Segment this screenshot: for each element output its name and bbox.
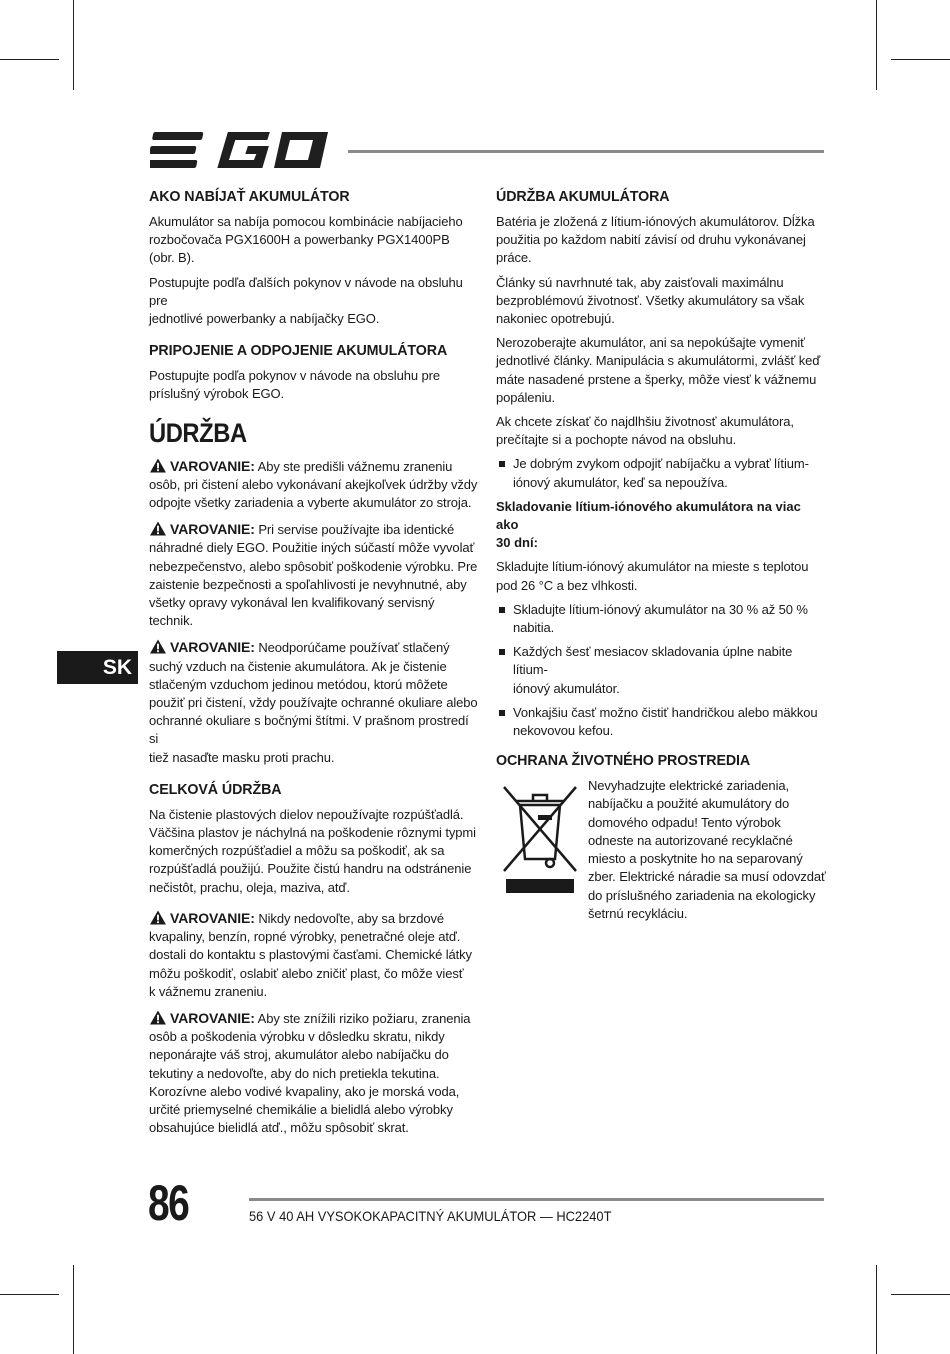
- list-item: Každých šesť mesiacov skladovania úplne nabite lítium- iónový akumulátor.: [496, 643, 826, 698]
- environment-text: Nevyhadzujte elektrické zariadenia, nabíjačku a použité akumulátory do domového odpadu! Tento výrobok odneste na autorizované recyklačné miesto a poskytnite ho na separovaný zber. Elektrické náradie sa musí odovzdať do príslušného zariadenia na ekologicky šetrnú recykláciu.: [588, 778, 826, 921]
- warning-icon: [149, 910, 167, 925]
- section-title-attach-detach: PRIPOJENIE A ODPOJENIE AKUMULÁTORA: [149, 342, 448, 360]
- crop-mark: [73, 0, 74, 90]
- header-rule: [348, 150, 824, 153]
- bullet-square-icon: [499, 607, 505, 613]
- warning-icon: [149, 639, 167, 654]
- crop-mark: [876, 0, 877, 90]
- list-item: Vonkajšiu časť možno čistiť handričkou alebo mäkkou nekovovou kefou.: [496, 704, 826, 740]
- right-column: [496, 188, 826, 927]
- warning-label: VAROVANIE:: [170, 457, 255, 474]
- warning-label: VAROVANIE:: [170, 639, 255, 656]
- crop-mark: [876, 1265, 877, 1354]
- warning-icon: [149, 521, 167, 536]
- bullet-square-icon: [499, 461, 505, 467]
- paragraph: Batéria je zložená z lítium-iónových akumulátorov. Dĺžka použitia po každom nabití závisí od druhu vykonávanej práce.: [496, 214, 815, 266]
- warning-icon: [149, 458, 167, 473]
- crop-mark: [891, 59, 950, 60]
- crop-mark: [0, 1294, 59, 1295]
- warning-block: [149, 909, 479, 1001]
- crop-mark: [0, 59, 59, 60]
- section-title-charging: AKO NABÍJAŤ AKUMULÁTOR: [149, 188, 350, 205]
- left-column: [149, 188, 479, 1145]
- crossed-out-wheelie-bin-icon: [500, 783, 580, 893]
- warning-icon: [149, 1010, 167, 1025]
- paragraph: Skladujte lítium-iónový akumulátor na mieste s teplotou pod 26 °C a bez vlhkosti.: [496, 559, 809, 593]
- paragraph: Ak chcete získať čo najdlhšiu životnosť akumulátora, prečítajte si a pochopte návod na obsluhu.: [496, 414, 794, 448]
- warning-text: Neodporúčame používať stlačený suchý vzduch na čistenie akumulátora. Ak je čistenie stlačeným vzduchom jedinou metódou, ktorú môžete použiť pri čistení, vždy používajte ochranné okuliare alebo ochranné okuliare s bočnými štítmi. V prašnom prostredí si tiež nasaďte masku proti prachu.: [149, 640, 478, 765]
- paragraph: Postupujte podľa ďalších pokynov v návode na obsluhu pre jednotlivé powerbanky a nabíjačky EGO.: [149, 274, 463, 327]
- bullet-square-icon: [499, 649, 505, 655]
- warning-label: VAROVANIE:: [170, 521, 255, 538]
- chapter-title-maintenance: ÚDRŽBA: [149, 417, 247, 448]
- warning-label: VAROVANIE:: [170, 1009, 255, 1026]
- bullet-list: [496, 601, 826, 740]
- warning-block: [149, 520, 479, 630]
- paragraph: Články sú navrhnuté tak, aby zaisťovali maximálnu bezproblémovú životnosť. Všetky akumulátory sa však nakoniec opotrebujú.: [496, 274, 805, 327]
- paragraph: Postupujte podľa pokynov v návode na obsluhu pre príslušný výrobok EGO.: [149, 368, 440, 402]
- paragraph: Akumulátor sa nabíja pomocou kombinácie nabíjacieho rozbočovača PGX1600H a powerbanky PGX1400PB (obr. B).: [149, 214, 463, 266]
- warning-text: Nikdy nedovoľte, aby sa brzdové kvapaliny, benzín, ropné výrobky, penetračné oleje atď. dostali do kontaktu s plastovými časťami. Chemické látky môžu poškodiť, oslabiť alebo zničiť plast, čo môže viesť k vážnemu zraneniu.: [149, 910, 472, 999]
- paragraph: Nerozoberajte akumulátor, ani sa nepokúšajte vymeniť jednotlivé články. Manipulácia s akumulátormi, zvlášť keď máte nasadené prstene a šperky, môže viesť k vážnemu popáleniu.: [496, 335, 821, 405]
- list-item: Skladujte lítium-iónový akumulátor na 30 % až 50 % nabitia.: [496, 601, 826, 637]
- section-title-battery-maintenance: ÚDRŽBA AKUMULÁTORA: [496, 188, 670, 205]
- footer-rule: [249, 1198, 824, 1201]
- bullet-square-icon: [499, 710, 505, 716]
- warning-text: Pri servise používajte iba identické náhradné diely EGO. Použitie iných súčastí môže vyvolať nebezpečenstvo, alebo spôsobiť poškodenie výrobku. Pre zaistenie bezpečnosti a spoľahlivosti je nevyhnutné, aby všetky opravy vykonával len kvalifikovaný servisný technik.: [149, 522, 478, 629]
- paragraph: Na čistenie plastových dielov nepoužívajte rozpúšťadlá. Väčšina plastov je náchylná na poškodenie rôznymi typmi komerčných rozpúšťadiel a môžu sa poškodiť, ak sa rozpúšťadlá použijú. Použite čistú handru na odstránenie nečistôt, prachu, oleja, maziva, atď.: [149, 806, 476, 895]
- warning-text: Aby ste predišli vážnemu zraneniu osôb, pri čistení alebo vykonávaní akejkoľvek údržby vždy odpojte všetky zariadenia a vyberte akumulátor zo stroja.: [149, 458, 478, 511]
- warning-block: [149, 457, 479, 513]
- list-item: Je dobrým zvykom odpojiť nabíjačku a vybrať lítium- iónový akumulátor, keď sa nepoužíva.: [496, 455, 826, 491]
- warning-label: VAROVANIE:: [170, 909, 255, 926]
- language-tab: SK: [57, 651, 138, 684]
- section-title-environment: OCHRANA ŽIVOTNÉHO PROSTREDIA: [496, 752, 751, 770]
- environment-block: [496, 777, 826, 927]
- section-title-general-maintenance: CELKOVÁ ÚDRŽBA: [149, 780, 282, 798]
- bullet-list: [496, 455, 826, 491]
- page-number: 86: [148, 1175, 189, 1231]
- footer-title: 56 V 40 AH VYSOKOKAPACITNÝ AKUMULÁTOR — HC2240T: [249, 1208, 612, 1224]
- storage-subtitle: Skladovanie lítium-iónového akumulátora na viac ako 30 dní:: [496, 498, 801, 551]
- crop-mark: [73, 1265, 74, 1354]
- warning-block: [149, 638, 479, 766]
- ego-logo: [150, 130, 332, 170]
- warning-text: Aby ste znížili riziko požiaru, zranenia osôb a poškodenia výrobku v dôsledku skratu, nikdy neponárajte váš stroj, akumulátor alebo nabíjačku do tekutiny a nedovoľte, aby do nich pretiekla tekutina. Korozívne alebo vodivé kvapaliny, ako je morská voda, určité priemyselné chemikálie a bielidlá alebo výrobky obsahujúce bielidlá atď., môžu spôsobiť skrat.: [149, 1010, 471, 1136]
- warning-block: [149, 1009, 479, 1137]
- crop-mark: [891, 1294, 950, 1295]
